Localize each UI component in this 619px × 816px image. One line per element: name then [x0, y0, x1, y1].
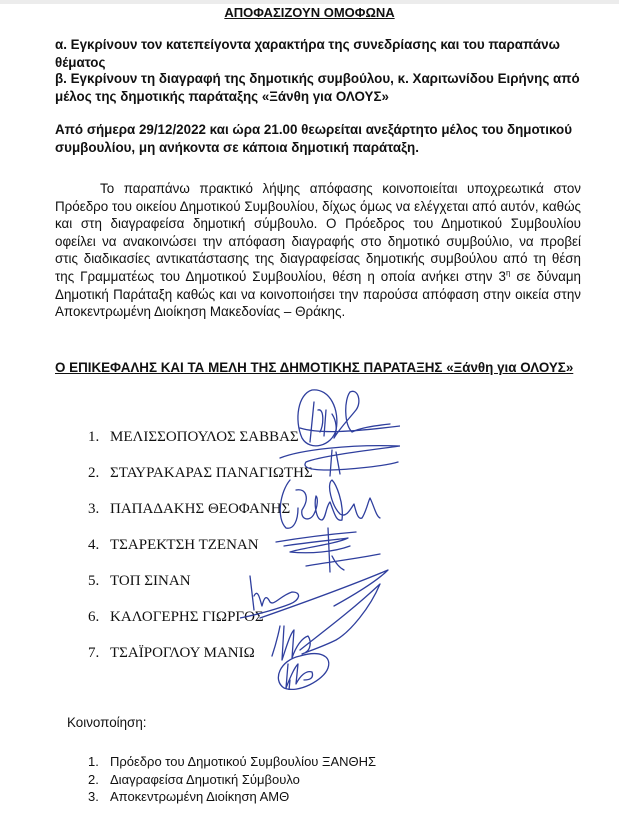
decision-a: α. Εγκρίνουν τον κατεπείγοντα χαρακτήρα της συνεδρίασης και του παραπάνω θέματος — [55, 37, 560, 70]
member-number: 1. — [88, 429, 100, 445]
notice-paragraph-part1: Το παραπάνω πρακτικό λήψης απόφασης κοινοποιείται υποχρεωτικά στον Πρόεδρο του οικείου Δημοτικού Συμβουλίου, δίχως όμως να ελέγχεται από αυτόν, καθώς και στη διαγραφείσα δημοτική σύμβουλο. — [55, 181, 581, 232]
cc-number: 1. — [88, 754, 99, 769]
member-item — [88, 534, 313, 570]
member-name: ΠΑΠΑΔΑΚΗΣ ΘΕΟΦΑΝΗΣ — [110, 501, 291, 517]
member-number: 4. — [88, 537, 100, 553]
signature-1 — [298, 390, 400, 446]
member-item — [88, 570, 313, 606]
member-item — [88, 462, 313, 498]
member-name: ΤΣΑΡΕΚΤΣΗ ΤΖΕΝΑΝ — [110, 537, 259, 553]
cc-text: Πρόεδρο του Δημοτικού Συμβουλίου ΞΑΝΘΗΣ — [110, 754, 377, 769]
member-name: ΤΣΑΪΡΟΓΛΟΥ ΜΑΝΙΩ — [110, 645, 255, 661]
cc-number: 2. — [88, 771, 99, 787]
member-item — [88, 606, 313, 642]
cc-text: Διαγραφείσα Δημοτική Σύμβουλο — [110, 771, 300, 787]
member-number: 2. — [88, 465, 100, 481]
member-number: 7. — [88, 645, 100, 661]
cc-label: Κοινοποίηση: — [67, 715, 147, 730]
member-item — [88, 426, 313, 462]
cc-number: 3. — [88, 789, 99, 804]
member-name: ΚΑΛΟΓΕΡΗΣ ΓΙΩΡΓΟΣ — [110, 609, 264, 625]
member-item — [88, 642, 313, 678]
notice-paragraph — [55, 180, 581, 321]
member-number: 3. — [88, 501, 100, 517]
member-item — [88, 498, 313, 534]
member-name: ΣΤΑΥΡΑΚΑΡΑΣ ΠΑΝΑΓΙΩΤΗΣ — [110, 465, 313, 481]
members-list — [88, 426, 313, 678]
member-name: ΜΕΛΙΣΣΟΠΟΥΛΟΣ ΣΑΒΒΑΣ — [110, 429, 299, 445]
independent-member-statement: Από σήμερα 29/12/2022 και ώρα 21.00 θεωρείται ανεξάρτητο μέλος του δημοτικού συμβουλίου, μη ανήκοντα σε κάποια δημοτική παράταξη. — [55, 122, 573, 155]
notice-paragraph-part3: σε δύναμη Δημοτική Παράταξη καθώς και να κοινοποιήσει την παρούσα απόφαση στην οικεία στην Αποκεντρωμένη Διοίκηση Μακεδονίας – Θράκης. — [55, 268, 581, 320]
member-number: 6. — [88, 609, 100, 625]
member-name: ΤΟΠ ΣΙΝΑΝ — [110, 573, 191, 589]
members-heading: Ο ΕΠΙΚΕΦΑΛΗΣ ΚΑΙ ΤΑ ΜΕΛΗ ΤΗΣ ΔΗΜΟΤΙΚΗΣ ΠΑΡΑΤΑΞΗΣ «Ξάνθη για ΟΛΟΥΣ» — [55, 360, 574, 375]
ordinal-superscript: η — [505, 268, 511, 278]
cc-item — [88, 788, 376, 806]
decision-b: β. Εγκρίνουν τη διαγραφή της δημοτικής συμβούλου, κ. Χαριτωνίδου Ειρήνης από μέλος της δημοτικής παράταξης «Ξάνθη για ΟΛΟΥΣ» — [55, 71, 580, 104]
document-title: ΑΠΟΦΑΣΙΖΟΥΝ ΟΜΟΦΩΝΑ — [224, 5, 395, 20]
cc-text: Αποκεντρωμένη Διοίκηση ΑΜΘ — [110, 789, 290, 804]
cc-item — [88, 753, 376, 771]
notice-paragraph-part2: Ο Πρόεδρος του Δημοτικού Συμβουλίου οφείλει να ανακοινώσει την απόφαση διαγραφής στο δημοτικό συμβούλιο, να προβεί στις διαδικασίες αντικατάστασης της διαγραφείσας δημοτικής συμβούλου από τη θέση της Γραμματέως του Δημοτικού Συμβουλίου, θέση η οποία ανήκει στην 3 — [55, 216, 581, 284]
cc-list — [88, 753, 376, 806]
cc-item — [88, 771, 376, 789]
member-number: 5. — [88, 573, 100, 589]
